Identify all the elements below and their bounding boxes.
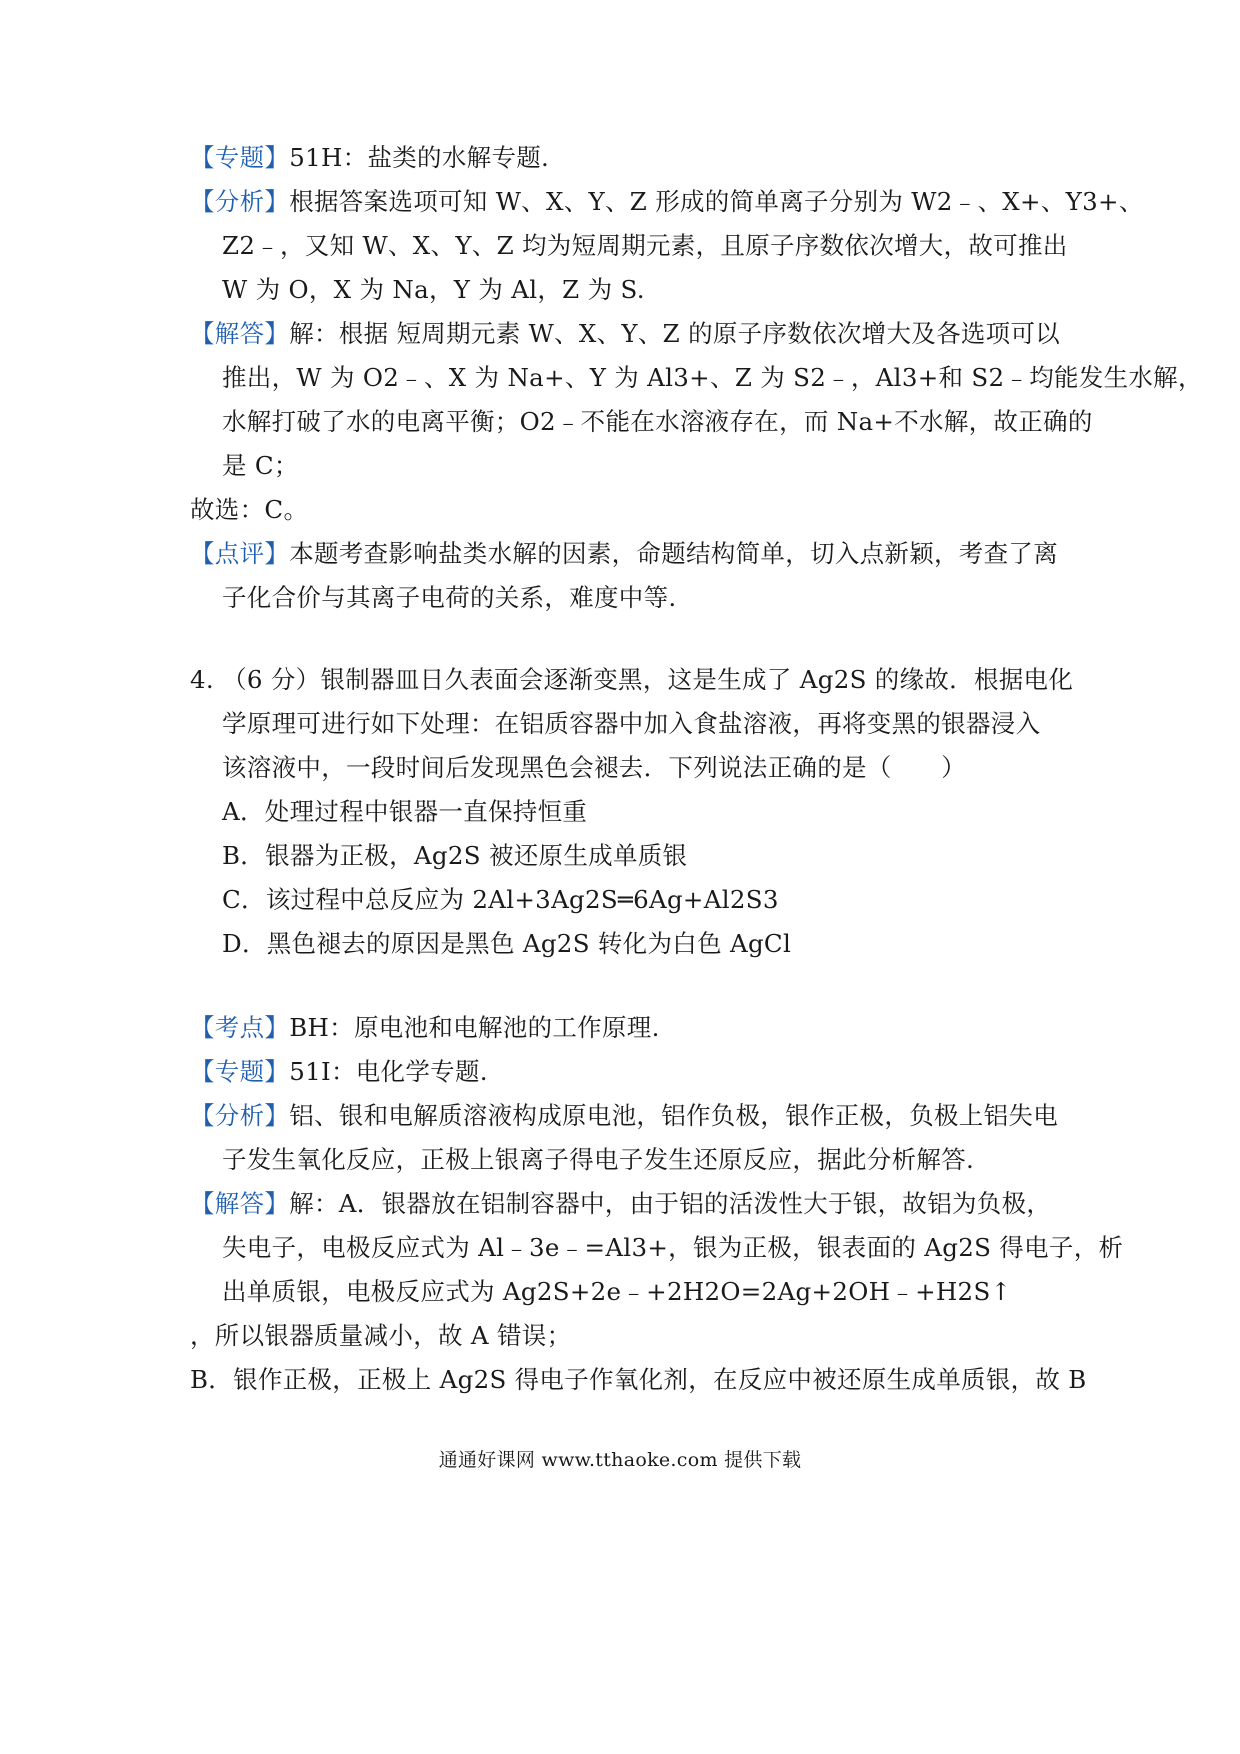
analysis-line-2: Z2﹣，又知 W、X、Y、Z 均为短周期元素，且原子序数依次增大，故可推出	[222, 231, 1068, 260]
choice-line: 故选：C。	[190, 495, 309, 524]
answer2-line-5: B．银作正极，正极上 Ag2S 得电子作氧化剂，在反应中被还原生成单质银，故 B	[190, 1365, 1087, 1394]
answer2-line-2: 失电子，电极反应式为 Al﹣3e﹣=Al3+，银为正极，银表面的 Ag2S 得电子，析	[222, 1233, 1124, 1262]
comment-text: 本题考查影响盐类水解的因素，命题结构简单，切入点新颖，考查了离	[289, 539, 1058, 568]
answer2-line-1	[190, 1188, 1051, 1220]
answer-line-1	[190, 318, 1060, 350]
option-d: D．黑色褪去的原因是黑色 Ag2S 转化为白色 AgCl	[222, 929, 792, 958]
answer-line-2: 推出，W 为 O2﹣、X 为 Na+、Y 为 Al3+、Z 为 S2﹣，Al3+和 S2﹣均能发生水解，	[222, 363, 1203, 392]
comment-tag: 【点评】	[190, 539, 290, 568]
answer-tag-2: 【解答】	[190, 1189, 290, 1218]
point-tag: 【考点】	[190, 1013, 290, 1042]
question-stem-line-2: 学原理可进行如下处理：在铝质容器中加入食盐溶液，再将变黑的银器浸入	[222, 709, 1041, 738]
point-line	[190, 1012, 660, 1044]
answer-line-4: 是 C；	[222, 451, 299, 480]
option-c: C．该过程中总反应为 2Al+3Ag2S═6Ag+Al2S3	[222, 885, 779, 914]
analysis2-line-1	[190, 1100, 1058, 1132]
option-a: A．处理过程中银器一直保持恒重	[222, 797, 588, 826]
answer-tag: 【解答】	[190, 319, 290, 348]
topic-tag: 【专题】	[190, 143, 290, 172]
analysis-line-1	[190, 186, 1144, 218]
analysis2-line-2: 子发生氧化反应，正极上银离子得电子发生还原反应，据此分析解答.	[222, 1145, 975, 1174]
comment-line-2: 子化合价与其离子电荷的关系，难度中等.	[222, 583, 677, 612]
analysis-tag-2: 【分析】	[190, 1101, 290, 1130]
question-stem-line-1: 4. （6 分）银制器皿日久表面会逐渐变黑，这是生成了 Ag2S 的缘故．根据电化	[190, 665, 1074, 694]
footer: 通通好课网 www.tthaoke.com 提供下载	[438, 1449, 802, 1471]
point-text: BH：原电池和电解池的工作原理.	[289, 1013, 660, 1042]
answer2-line-3: 出单质银，电极反应式为 Ag2S+2e﹣+2H2O=2Ag+2OH﹣+H2S↑	[222, 1277, 1012, 1306]
analysis-line-3: W 为 O，X 为 Na，Y 为 Al，Z 为 S.	[222, 275, 645, 304]
answer-text: 解：根据 短周期元素 W、X、Y、Z 的原子序数依次增大及各选项可以	[289, 319, 1061, 348]
comment-line-1	[190, 538, 1058, 570]
topic-tag-2: 【专题】	[190, 1057, 290, 1086]
answer2-line-4: ，所以银器质量减小，故 A 错误；	[190, 1321, 572, 1350]
answer2-text: 解：A．银器放在铝制容器中，由于铝的活泼性大于银，故铝为负极，	[289, 1189, 1052, 1218]
answer-line-3: 水解打破了水的电离平衡；O2﹣不能在水溶液存在，而 Na+不水解，故正确的	[222, 407, 1093, 436]
analysis-text: 根据答案选项可知 W、X、Y、Z 形成的简单离子分别为 W2﹣、X+、Y3+、	[289, 187, 1144, 216]
analysis2-text: 铝、银和电解质溶液构成原电池，铝作负极，银作正极，负极上铝失电	[289, 1101, 1058, 1130]
topic-line-2	[190, 1056, 488, 1088]
analysis-tag: 【分析】	[190, 187, 290, 216]
option-b: B．银器为正极，Ag2S 被还原生成单质银	[222, 841, 688, 870]
question-stem-line-3: 该溶液中，一段时间后发现黑色会褪去．下列说法正确的是（ ）	[222, 753, 966, 782]
topic-text-2: 51I：电化学专题.	[289, 1057, 488, 1086]
topic-line	[190, 142, 549, 174]
topic-text: 51H：盐类的水解专题.	[289, 143, 550, 172]
